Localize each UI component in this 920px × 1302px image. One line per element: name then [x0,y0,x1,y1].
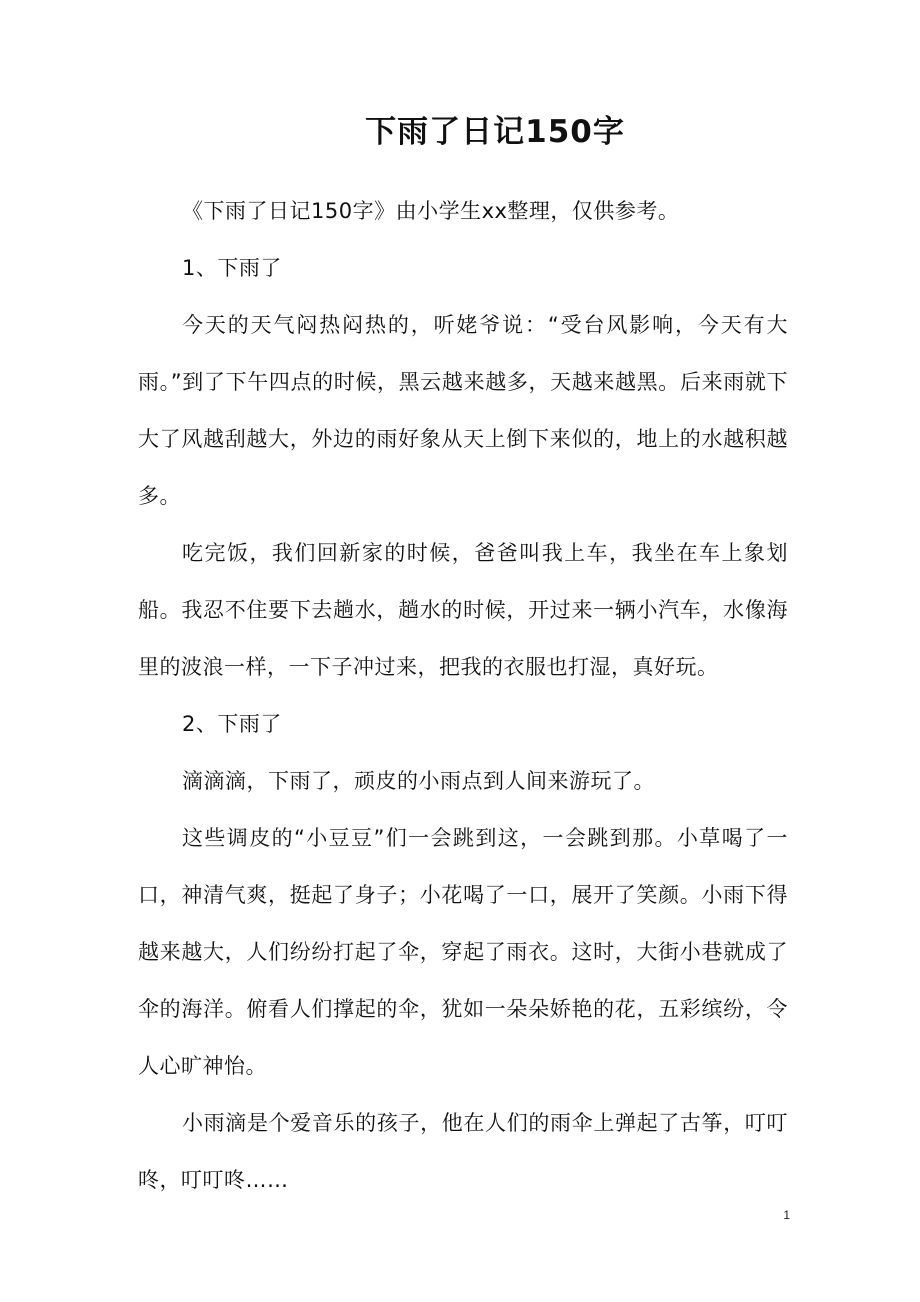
body-paragraph: 小雨滴是个爱音乐的孩子，他在人们的雨伞上弹起了古筝，叮叮咚，叮叮咚…… [138,1111,788,1192]
section-heading-1: 1、下雨了 [182,256,282,280]
body-paragraph: 这些调皮的“小豆豆”们一会跳到这，一会跳到那。小草喝了一口，神清气爽，挺起了身子；小花喝了一口，展开了笑颜。小雨下得越来越大，人们纷纷打起了伞，穿起了雨衣。这时，大街小巷就成了伞的海洋。俯看人们撑起的伞，犹如一朵朵娇艳的花，五彩缤纷，令人心旷神怡。 [138,826,788,1078]
document-body [138,183,788,1209]
page-number: 1 [783,1208,790,1222]
body-paragraph: 吃完饭，我们回新家的时候，爸爸叫我上车，我坐在车上象划船。我忍不住要下去趟水，趟水的时候，开过来一辆小汽车，水像海里的波浪一样，一下子冲过来，把我的衣服也打湿，真好玩。 [138,541,788,679]
body-paragraph: 今天的天气闷热闷热的，听姥爷说：“受台风影响，今天有大雨。”到了下午四点的时候，黑云越来越多，天越来越黑。后来雨就下大了风越刮越大，外边的雨好象从天上倒下来似的，地上的水越积越多。 [138,313,788,508]
body-paragraph: 滴滴滴，下雨了，顽皮的小雨点到人间来游玩了。 [182,769,655,793]
document-title: 下雨了日记150字 [365,114,625,150]
intro-paragraph: 《下雨了日记150字》由小学生xx整理，仅供参考。 [182,199,680,223]
section-heading-2: 2、下雨了 [182,712,282,736]
